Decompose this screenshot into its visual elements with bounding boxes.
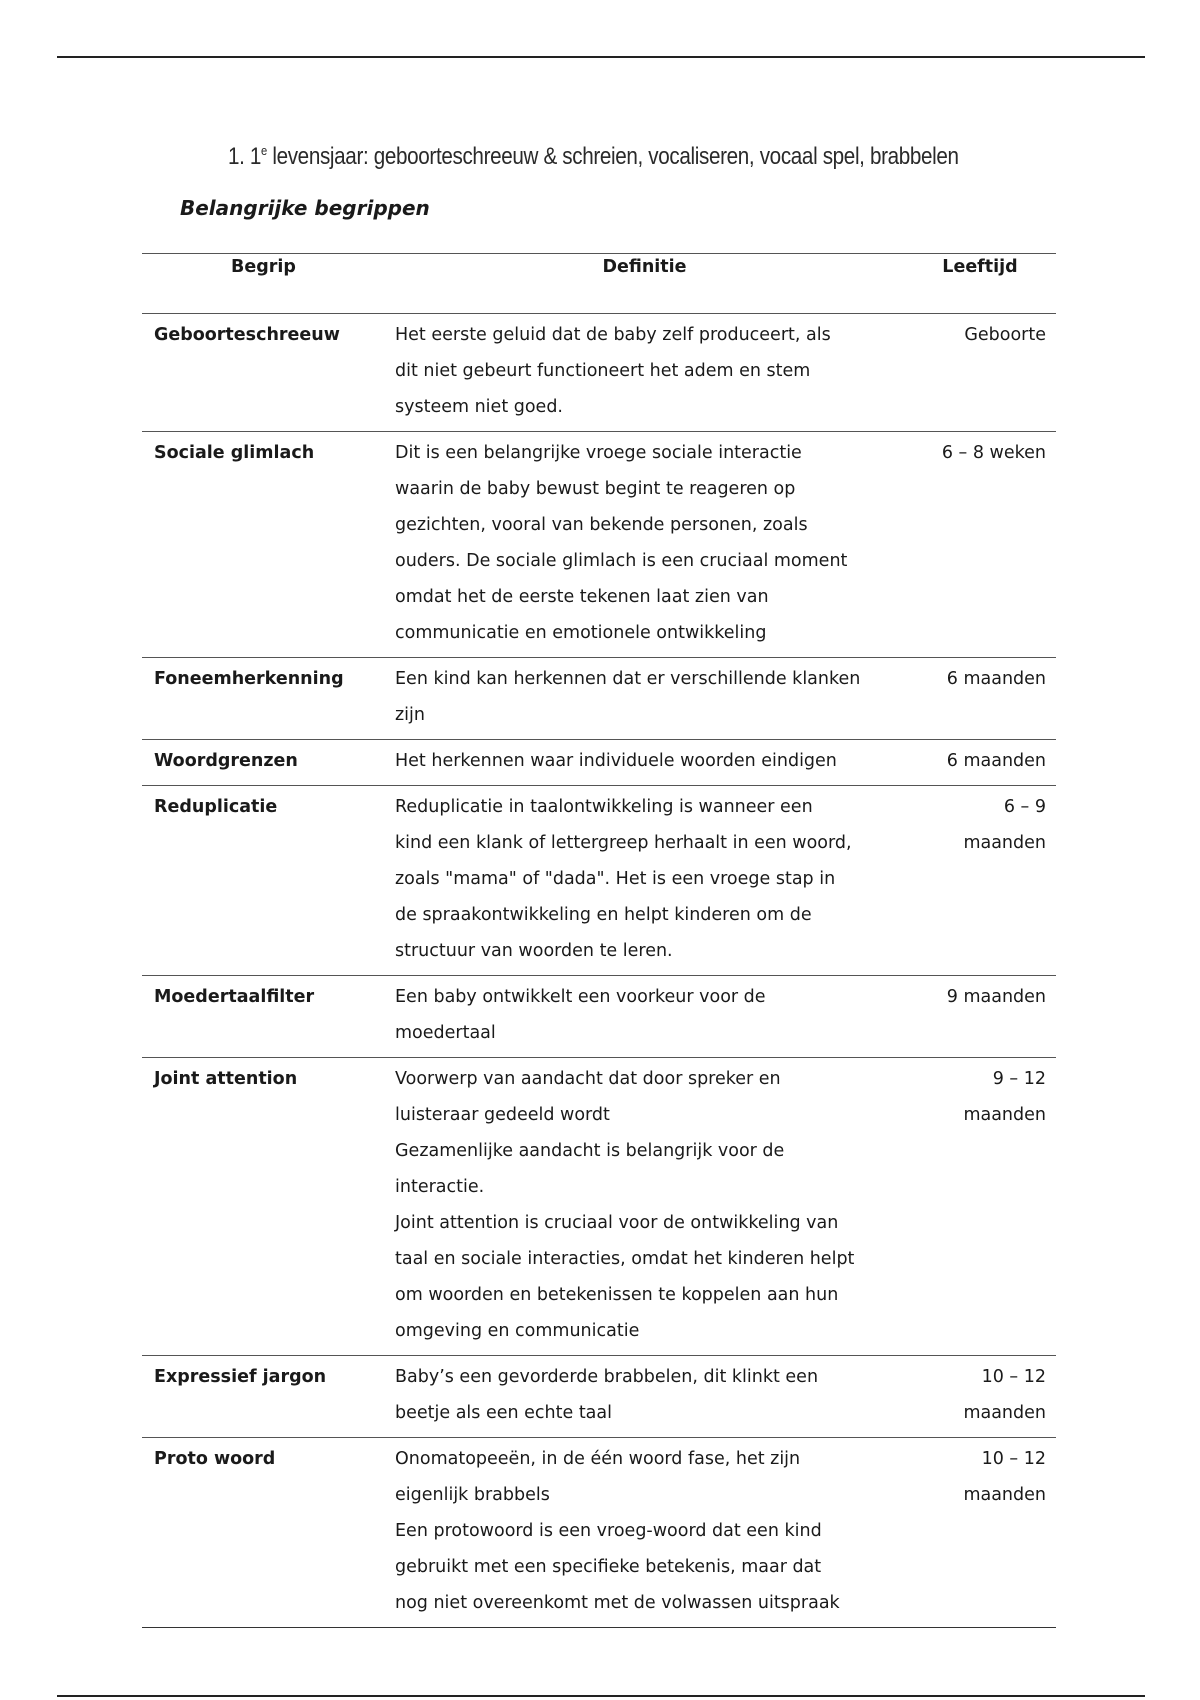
age-line: 6 maanden <box>946 751 1046 771</box>
definition-line: moedertaal <box>395 1023 496 1043</box>
table-row <box>142 740 1056 786</box>
subheading: Belangrijke begrippen <box>180 196 430 220</box>
definition-line: waarin de baby bewust begint te reageren op <box>395 479 796 499</box>
top-page-rule <box>57 56 1145 58</box>
table-row <box>142 314 1056 432</box>
definition-line: ouders. De sociale glimlach is een cruciaal moment <box>395 551 848 571</box>
definition-cell <box>385 314 904 432</box>
age-line: maanden <box>963 1105 1046 1125</box>
table-body <box>142 314 1056 1628</box>
definition-line: beetje als een echte taal <box>395 1403 612 1423</box>
age-cell <box>904 1058 1056 1356</box>
age-line: 10 – 12 <box>981 1367 1046 1387</box>
heading-superscript: e <box>261 143 267 158</box>
definition-line: Voorwerp van aandacht dat door spreker en <box>395 1069 781 1089</box>
table-row <box>142 1438 1056 1628</box>
age-line: 10 – 12 <box>981 1449 1046 1469</box>
definition-line: omdat het de eerste tekenen laat zien van <box>395 587 769 607</box>
definition-cell <box>385 1356 904 1438</box>
term-cell: Sociale glimlach <box>142 432 385 658</box>
definition-line: Onomatopeeën, in de één woord fase, het zijn <box>395 1449 801 1469</box>
definition-line: dit niet gebeurt functioneert het adem en stem <box>395 361 811 381</box>
age-line: maanden <box>963 1485 1046 1505</box>
definition-line: zoals "mama" of "dada". Het is een vroege stap in <box>395 869 836 889</box>
age-cell <box>904 740 1056 786</box>
age-line: maanden <box>963 833 1046 853</box>
definition-cell <box>385 976 904 1058</box>
table-row <box>142 1356 1056 1438</box>
term-cell: Joint attention <box>142 1058 385 1356</box>
definition-line: Het eerste geluid dat de baby zelf produceert, als <box>395 325 831 345</box>
definition-line: communicatie en emotionele ontwikkeling <box>395 623 767 643</box>
heading-number: 1. 1 <box>228 143 262 170</box>
table-row <box>142 432 1056 658</box>
age-cell <box>904 432 1056 658</box>
definition-line: Baby’s een gevorderde brabbelen, dit klinkt een <box>395 1367 819 1387</box>
table-row <box>142 976 1056 1058</box>
age-line: 6 – 8 weken <box>941 443 1046 463</box>
definition-line: taal en sociale interacties, omdat het kinderen helpt <box>395 1249 855 1269</box>
term-cell: Moedertaalfilter <box>142 976 385 1058</box>
definition-line: Het herkennen waar individuele woorden eindigen <box>395 751 837 771</box>
definition-cell <box>385 1438 904 1628</box>
table-row <box>142 658 1056 740</box>
definition-line: Joint attention is cruciaal voor de ontwikkeling van <box>395 1213 839 1233</box>
table-row <box>142 1058 1056 1356</box>
definition-line: Gezamenlijke aandacht is belangrijk voor de <box>395 1141 785 1161</box>
definition-cell <box>385 658 904 740</box>
age-line: 9 maanden <box>946 987 1046 1007</box>
bottom-page-rule <box>57 1695 1145 1697</box>
definition-line: systeem niet goed. <box>395 397 563 417</box>
age-line: Geboorte <box>964 325 1046 345</box>
terms-table <box>142 253 1056 1628</box>
age-cell <box>904 658 1056 740</box>
term-cell: Expressief jargon <box>142 1356 385 1438</box>
header-age: Leeftijd <box>904 254 1056 314</box>
age-cell <box>904 1438 1056 1628</box>
term-cell: Geboorteschreeuw <box>142 314 385 432</box>
definition-cell <box>385 786 904 976</box>
section-heading <box>228 143 959 171</box>
age-cell <box>904 976 1056 1058</box>
definition-line: Dit is een belangrijke vroege sociale interactie <box>395 443 802 463</box>
definition-line: luisteraar gedeeld wordt <box>395 1105 610 1125</box>
definition-line: eigenlijk brabbels <box>395 1485 550 1505</box>
age-cell <box>904 786 1056 976</box>
definition-cell <box>385 740 904 786</box>
definition-line: gezichten, vooral van bekende personen, zoals <box>395 515 808 535</box>
header-definition: Definitie <box>385 254 904 314</box>
definition-line: de spraakontwikkeling en helpt kinderen om de <box>395 905 812 925</box>
table-row <box>142 786 1056 976</box>
age-cell <box>904 314 1056 432</box>
definition-line: omgeving en communicatie <box>395 1321 640 1341</box>
age-line: 6 – 9 <box>1003 797 1046 817</box>
definition-line: nog niet overeenkomt met de volwassen uitspraak <box>395 1593 840 1613</box>
age-line: 6 maanden <box>946 669 1046 689</box>
term-cell: Proto woord <box>142 1438 385 1628</box>
term-cell: Reduplicatie <box>142 786 385 976</box>
heading-text: levensjaar: geboorteschreeuw & schreien, vocaliseren, vocaal spel, brabbelen <box>266 143 959 170</box>
definition-line: Een baby ontwikkelt een voorkeur voor de <box>395 987 766 1007</box>
definition-line: om woorden en betekenissen te koppelen aan hun <box>395 1285 839 1305</box>
definition-cell <box>385 432 904 658</box>
definition-line: interactie. <box>395 1177 485 1197</box>
definition-line: zijn <box>395 705 426 725</box>
definition-cell <box>385 1058 904 1356</box>
term-cell: Foneemherkenning <box>142 658 385 740</box>
definition-line: gebruikt met een specifieke betekenis, maar dat <box>395 1557 822 1577</box>
definition-line: kind een klank of lettergreep herhaalt in een woord, <box>395 833 852 853</box>
definition-line: Een protowoord is een vroeg-woord dat een kind <box>395 1521 822 1541</box>
definition-line: Een kind kan herkennen dat er verschillende klanken <box>395 669 861 689</box>
term-cell: Woordgrenzen <box>142 740 385 786</box>
table-header-row <box>142 254 1056 314</box>
header-term: Begrip <box>142 254 385 314</box>
definition-line: structuur van woorden te leren. <box>395 941 673 961</box>
age-line: 9 – 12 <box>992 1069 1046 1089</box>
age-line: maanden <box>963 1403 1046 1423</box>
age-cell <box>904 1356 1056 1438</box>
definition-line: Reduplicatie in taalontwikkeling is wanneer een <box>395 797 813 817</box>
